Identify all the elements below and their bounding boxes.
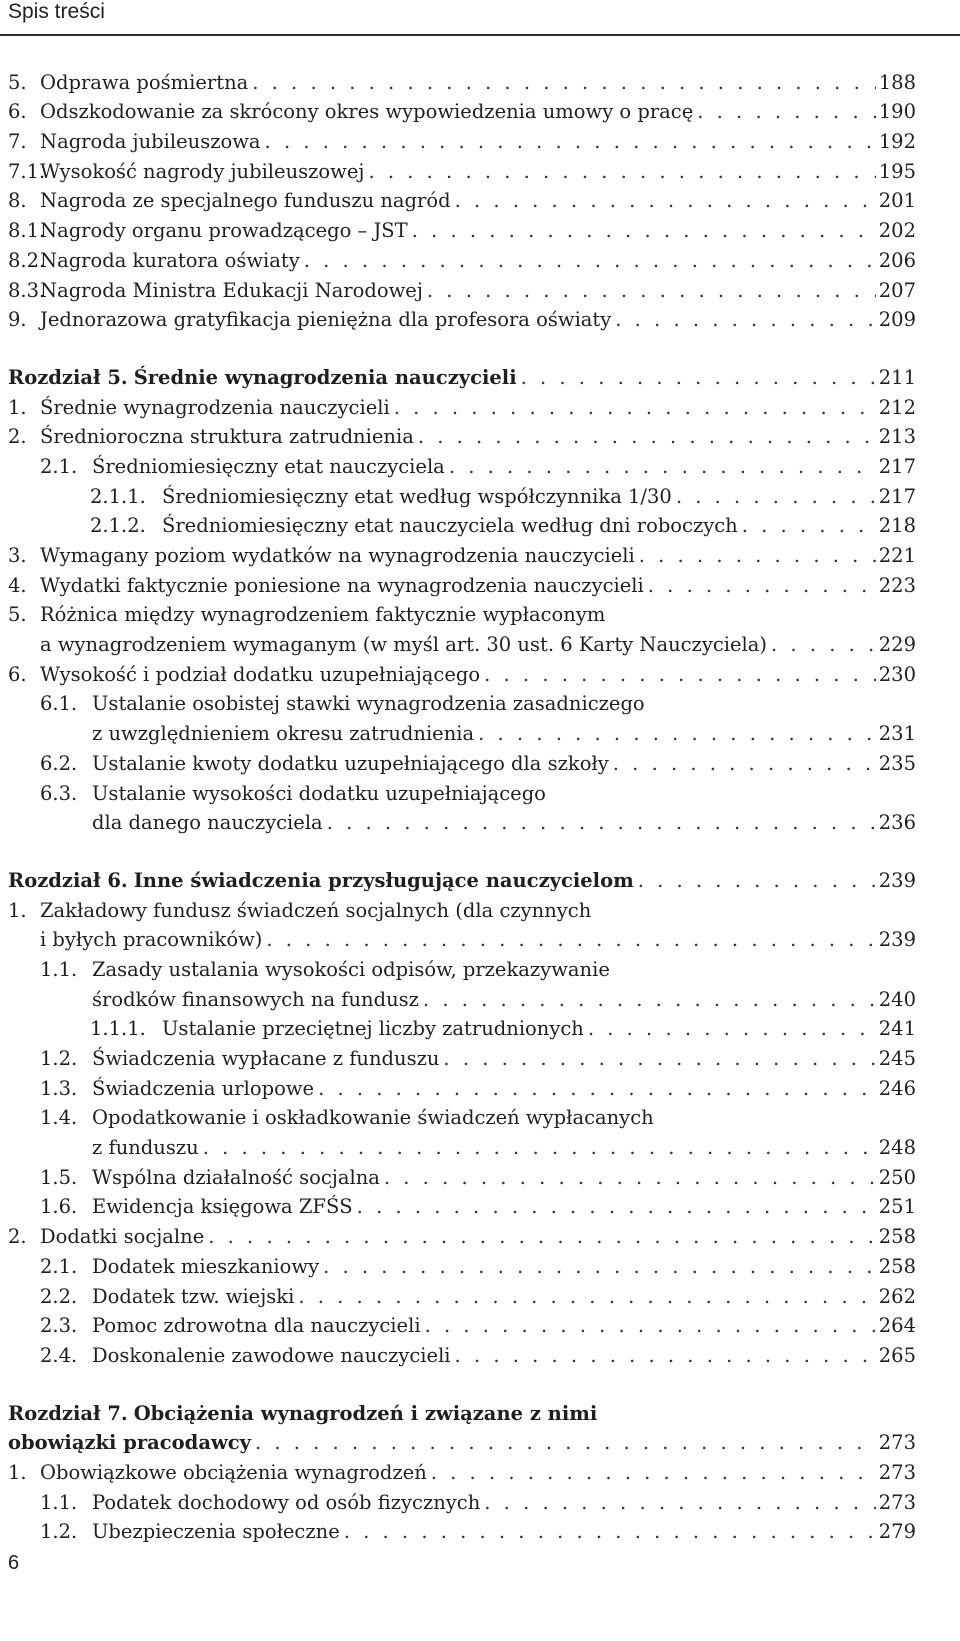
dot-leader	[261, 131, 876, 153]
entry-number: Rozdział 5.	[8, 365, 128, 389]
table-of-contents	[8, 64, 916, 1543]
dot-leader	[294, 1286, 876, 1308]
entry-page: 230	[878, 662, 916, 686]
entry-title-continued: z uwzględnieniem okresu zatrudnienia	[92, 722, 475, 746]
entry-page: 229	[878, 633, 916, 657]
entry-page: 273	[878, 1431, 916, 1455]
entry-number: 7.	[8, 130, 27, 154]
entry-page: 265	[878, 1343, 916, 1367]
toc-entry[interactable]	[8, 272, 916, 302]
entry-page: 188	[878, 70, 916, 94]
toc-entry[interactable]	[8, 1514, 916, 1544]
entry-title: Nagroda Ministra Edukacji Narodowej	[40, 278, 423, 302]
entry-number: 1.1.	[40, 1490, 78, 1514]
dot-leader	[248, 72, 876, 94]
entry-title: Dodatki socjalne	[40, 1225, 205, 1249]
entry-page: 258	[878, 1225, 916, 1249]
dot-leader	[609, 753, 876, 775]
entry-page: 250	[878, 1165, 916, 1189]
toc-entry[interactable]	[8, 302, 916, 332]
entry-page: 240	[878, 987, 916, 1011]
dot-leader	[445, 456, 876, 478]
entry-number: 1.1.	[40, 957, 78, 981]
entry-title: Wspólna działalność socjalna	[92, 1165, 380, 1189]
entry-number: 2.1.	[40, 454, 78, 478]
dot-leader	[451, 190, 876, 212]
toc-entry[interactable]	[8, 745, 916, 775]
entry-title: Ustalanie wysokości dodatku uzupełniającego	[92, 781, 546, 805]
entry-page: 239	[878, 928, 916, 952]
toc-entry[interactable]	[8, 448, 916, 478]
toc-entry[interactable]	[8, 1308, 916, 1338]
entry-number: 1.	[8, 1460, 27, 1484]
entry-title: Nagroda ze specjalnego funduszu nagród	[40, 189, 451, 213]
entry-number: 6.2.	[40, 751, 78, 775]
dot-leader	[319, 1256, 876, 1278]
entry-title-continued: obowiązki pracodawcy	[8, 1431, 251, 1455]
dot-leader	[767, 634, 876, 656]
entry-title: Wysokość i podział dodatku uzupełniającego	[40, 662, 481, 686]
entry-title-continued: z funduszu	[92, 1136, 199, 1160]
entry-title: Ubezpieczenia społeczne	[92, 1520, 340, 1544]
entry-number: 2.	[8, 1225, 27, 1249]
chapter-entry[interactable]	[8, 862, 916, 892]
entry-page: 239	[878, 868, 916, 892]
dot-leader	[480, 664, 876, 686]
entry-number: 8.	[8, 189, 27, 213]
entry-page: 279	[878, 1520, 916, 1544]
dot-leader	[635, 545, 876, 567]
entry-title: Odprawa pośmiertna	[40, 70, 249, 94]
entry-number: 1.	[8, 395, 27, 419]
toc-entry[interactable]	[8, 1040, 916, 1070]
dot-leader	[693, 101, 876, 123]
entry-page: 207	[878, 278, 916, 302]
toc-entry[interactable]	[8, 1011, 916, 1041]
entry-page: 221	[878, 544, 916, 567]
entry-title: Inne świadczenia przysługujące nauczycielom	[133, 868, 634, 892]
entry-page: 212	[878, 395, 916, 419]
entry-page: 209	[878, 308, 916, 332]
entry-title: Ustalanie kwoty dodatku uzupełniającego dla szkoły	[92, 751, 609, 775]
entry-title: Nagroda kuratora oświaty	[40, 248, 300, 272]
entry-page: 245	[878, 1047, 916, 1070]
toc-entry[interactable]	[8, 419, 916, 449]
dot-leader	[380, 1167, 876, 1189]
entry-title: Nagrody organu prowadzącego – JST	[40, 219, 408, 243]
entry-title: Ewidencja księgowa ZFŚS	[92, 1195, 353, 1219]
toc-entry[interactable]	[8, 1159, 916, 1189]
dot-leader	[408, 220, 876, 242]
dot-leader	[427, 1462, 876, 1484]
entry-page: 273	[878, 1460, 916, 1484]
entry-page: 202	[878, 219, 916, 243]
entry-title: Jednorazowa gratyfikacja pieniężna dla profesora oświaty	[40, 308, 612, 332]
entry-number: 4.	[8, 573, 27, 597]
entry-title: Świadczenia wypłacane z funduszu	[92, 1047, 440, 1070]
entry-number: 2.2.	[40, 1284, 78, 1308]
dot-leader	[421, 1315, 876, 1337]
toc-entry[interactable]	[8, 892, 916, 951]
entry-page: 223	[878, 573, 916, 597]
entry-number: 2.1.	[40, 1254, 78, 1278]
entry-number: 8.3.	[8, 278, 46, 302]
entry-page: 273	[878, 1490, 916, 1514]
toc-entry[interactable]	[8, 478, 916, 508]
entry-title: Średnie wynagrodzenia nauczycieli	[133, 365, 517, 389]
dot-leader	[738, 515, 876, 537]
toc-entry[interactable]	[8, 1100, 916, 1159]
dot-leader	[300, 250, 876, 272]
entry-title-continued: a wynagrodzeniem wymaganym (w myśl art. 30 ust. 6 Karty Nauczyciela)	[40, 633, 768, 657]
entry-number: 2.4.	[40, 1343, 78, 1367]
entry-page: 262	[878, 1284, 916, 1308]
toc-entry[interactable]	[8, 1218, 916, 1248]
entry-title: Odszkodowanie za skrócony okres wypowiedzenia umowy o pracę	[40, 100, 694, 124]
entry-page: 246	[878, 1076, 916, 1100]
entry-number: 6.	[8, 662, 27, 686]
entry-title: Średniomiesięczny etat nauczyciela według dni roboczych	[162, 514, 738, 538]
dot-leader	[644, 575, 876, 597]
toc-entry[interactable]	[8, 686, 916, 745]
header-title: Spis treści	[8, 0, 105, 23]
entry-title: Obowiązkowe obciążenia wynagrodzeń	[40, 1460, 427, 1484]
entry-title-continued: i byłych pracowników)	[40, 928, 263, 952]
entry-number: 6.	[8, 100, 27, 124]
dot-leader	[199, 1137, 876, 1159]
entry-page: 218	[878, 514, 916, 538]
section-gap	[8, 834, 916, 862]
entry-title: Świadczenia urlopowe	[92, 1076, 315, 1100]
chapter-entry[interactable]	[8, 1395, 916, 1454]
entry-page: 195	[878, 159, 916, 183]
toc-entry[interactable]	[8, 1189, 916, 1219]
toc-entry[interactable]	[8, 153, 916, 183]
entry-page: 236	[878, 811, 916, 835]
toc-entry[interactable]	[8, 1454, 916, 1484]
toc-entry[interactable]	[8, 212, 916, 242]
entry-number: 3.	[8, 544, 27, 567]
entry-number: 6.1.	[40, 692, 78, 716]
entry-page: 213	[878, 425, 916, 449]
entry-page: 192	[878, 130, 916, 154]
dot-leader	[314, 1078, 876, 1100]
entry-number: 1.2.	[40, 1520, 78, 1544]
entry-number: 7.1.	[8, 159, 46, 183]
dot-leader	[251, 1432, 876, 1454]
entry-title: Pomoc zdrowotna dla nauczycieli	[92, 1314, 421, 1338]
dot-leader	[340, 1521, 876, 1543]
entry-page: 217	[878, 454, 916, 478]
entry-title: Ustalanie osobistej stawki wynagrodzenia zasadniczego	[92, 692, 645, 716]
entry-number: Rozdział 7.	[8, 1401, 128, 1425]
entry-number: 9.	[8, 308, 27, 332]
dot-leader	[323, 812, 876, 834]
dot-leader	[517, 367, 876, 389]
entry-number: 1.	[8, 898, 27, 922]
entry-number: Rozdział 6.	[8, 868, 128, 892]
entry-title-continued: dla danego nauczyciela	[92, 811, 323, 835]
entry-number: 8.1.	[8, 219, 46, 243]
dot-leader	[414, 426, 876, 448]
entry-title: Doskonalenie zawodowe nauczycieli	[92, 1343, 451, 1367]
entry-page: 235	[878, 751, 916, 775]
toc-entry[interactable]	[8, 64, 916, 94]
entry-title: Opodatkowanie i oskładkowanie świadczeń wypłacanych	[92, 1106, 654, 1130]
dot-leader	[451, 1345, 876, 1367]
toc-entry[interactable]	[8, 951, 916, 1010]
entry-number: 1.6.	[40, 1195, 78, 1219]
entry-title: Średniomiesięczny etat nauczyciela	[92, 454, 445, 478]
entry-page: 248	[878, 1136, 916, 1160]
page-number: 6	[8, 1552, 20, 1574]
toc-entry[interactable]	[8, 123, 916, 153]
toc-entry[interactable]	[8, 389, 916, 419]
entry-title: Średnioroczna struktura zatrudnienia	[40, 425, 414, 449]
dot-leader	[262, 929, 876, 951]
entry-page: 211	[878, 365, 916, 389]
dot-leader	[439, 1048, 876, 1070]
entry-page: 251	[878, 1195, 916, 1219]
dot-leader	[480, 1492, 876, 1514]
dot-leader	[611, 309, 876, 331]
entry-title-continued: środków finansowych na fundusz	[92, 987, 419, 1011]
entry-number: 5.	[8, 70, 27, 94]
toc-entry[interactable]	[8, 1484, 916, 1514]
toc-entry[interactable]	[8, 656, 916, 686]
entry-page: 217	[878, 484, 916, 508]
entry-title: Wydatki faktycznie poniesione na wynagrodzenia nauczycieli	[40, 573, 644, 597]
entry-title: Obciążenia wynagrodzeń i związane z nimi	[133, 1401, 598, 1425]
toc-entry[interactable]	[8, 508, 916, 538]
entry-title: Nagroda jubileuszowa	[40, 130, 261, 154]
entry-title: Podatek dochodowy od osób fizycznych	[92, 1490, 481, 1514]
dot-leader	[474, 723, 876, 745]
entry-number: 1.3.	[40, 1076, 78, 1100]
section-gap	[8, 331, 916, 359]
page-header	[0, 0, 960, 36]
entry-title: Zasady ustalania wysokości odpisów, przekazywanie	[92, 957, 610, 981]
toc-entry[interactable]	[8, 597, 916, 656]
dot-leader	[390, 397, 876, 419]
entry-page: 201	[878, 189, 916, 213]
dot-leader	[419, 989, 876, 1011]
entry-number: 1.1.1.	[90, 1017, 146, 1041]
entry-page: 231	[878, 722, 916, 746]
entry-page: 258	[878, 1254, 916, 1278]
dot-leader	[364, 161, 876, 183]
entry-title: Różnica między wynagrodzeniem faktycznie wypłaconym	[40, 603, 606, 627]
dot-leader	[634, 870, 876, 892]
toc-entry[interactable]	[8, 1278, 916, 1308]
toc-entry[interactable]	[8, 1070, 916, 1100]
toc-entry[interactable]	[8, 567, 916, 597]
dot-leader	[423, 280, 876, 302]
entry-number: 2.3.	[40, 1314, 78, 1338]
toc-entry[interactable]	[8, 94, 916, 124]
entry-number: 1.5.	[40, 1165, 78, 1189]
dot-leader	[672, 486, 876, 508]
toc-entry[interactable]	[8, 1248, 916, 1278]
entry-page: 206	[878, 248, 916, 272]
entry-number: 5.	[8, 603, 27, 627]
entry-title: Średniomiesięczny etat według współczynnika 1/30	[162, 484, 672, 508]
entry-page: 190	[878, 100, 916, 124]
entry-number: 1.2.	[40, 1047, 78, 1070]
chapter-entry[interactable]	[8, 359, 916, 389]
entry-number: 8.2.	[8, 248, 46, 272]
entry-title: Ustalanie przeciętnej liczby zatrudnionych	[162, 1017, 584, 1041]
entry-number: 2.	[8, 425, 27, 449]
entry-page: 241	[878, 1017, 916, 1041]
dot-leader	[353, 1196, 876, 1218]
entry-title: Zakładowy fundusz świadczeń socjalnych (dla czynnych	[40, 898, 592, 922]
toc-entry[interactable]	[8, 775, 916, 834]
entry-title: Wysokość nagrody jubileuszowej	[40, 159, 365, 183]
entry-title: Średnie wynagrodzenia nauczycieli	[40, 395, 390, 419]
entry-number: 1.4.	[40, 1106, 78, 1130]
toc-entry[interactable]	[8, 242, 916, 272]
entry-number: 6.3.	[40, 781, 78, 805]
toc-entry[interactable]	[8, 1337, 916, 1367]
entry-title: Wymagany poziom wydatków na wynagrodzenia nauczycieli	[40, 544, 635, 567]
entry-number: 2.1.1.	[90, 484, 146, 508]
dot-leader	[584, 1018, 876, 1040]
entry-title: Dodatek tzw. wiejski	[92, 1284, 295, 1308]
entry-title: Dodatek mieszkaniowy	[92, 1254, 320, 1278]
dot-leader	[204, 1226, 876, 1248]
toc-entry[interactable]	[8, 537, 916, 567]
entry-number: 2.1.2.	[90, 514, 146, 538]
entry-page: 264	[878, 1314, 916, 1338]
section-gap	[8, 1367, 916, 1395]
toc-entry[interactable]	[8, 183, 916, 213]
